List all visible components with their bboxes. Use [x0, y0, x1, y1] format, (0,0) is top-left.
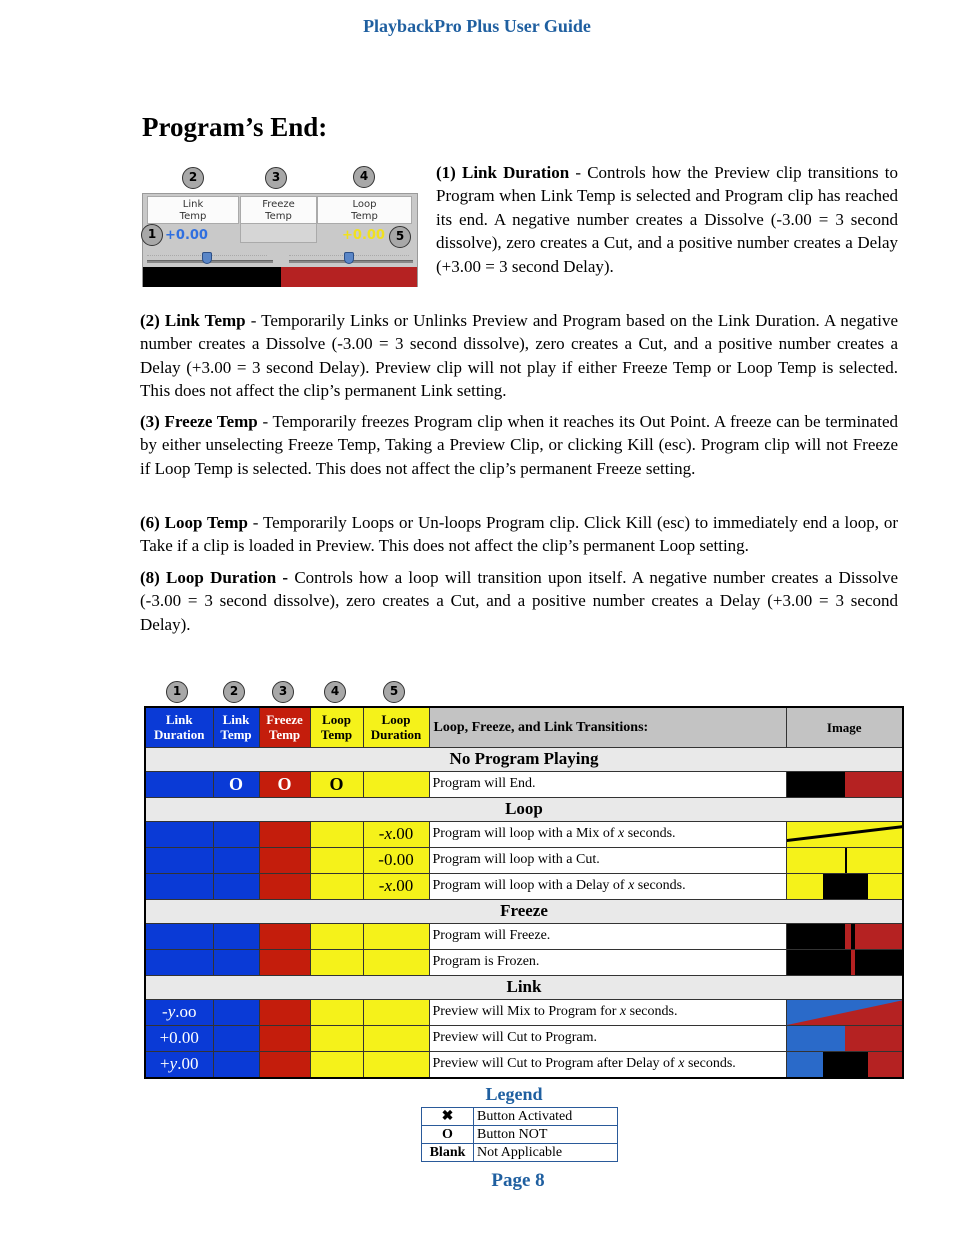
- table-row: [145, 949, 903, 975]
- image-loop-mix: [786, 821, 903, 847]
- cell-freeze-temp: O: [259, 771, 310, 797]
- transitions-table: [144, 706, 904, 1079]
- section-freeze: Freeze: [145, 899, 903, 923]
- cell-link-duration: +0.00: [145, 1025, 213, 1051]
- column-badge-4: 4: [324, 681, 346, 703]
- image-program-end: [786, 771, 903, 797]
- page-number: Page 8: [491, 1170, 545, 1191]
- cell-description: Program will loop with a Mix of x seconds.: [429, 821, 786, 847]
- column-badge-2: 2: [223, 681, 245, 703]
- cell-description: Program will End.: [429, 771, 786, 797]
- cell-description: Preview will Cut to Program after Delay of x seconds.: [429, 1051, 786, 1078]
- link-temp-button[interactable]: Link Temp: [147, 196, 239, 224]
- cell-loop-duration: [363, 771, 429, 797]
- image-link-mix: [786, 999, 903, 1025]
- cell-loop-duration: -x.00: [363, 821, 429, 847]
- header-loop-temp: Loop Temp: [310, 707, 363, 747]
- loop-duration-slider-thumb[interactable]: [344, 252, 354, 264]
- legend-label: Button Activated: [474, 1108, 618, 1126]
- section-row: [145, 975, 903, 999]
- freeze-temp-button[interactable]: Freeze Temp: [240, 196, 317, 224]
- image-link-delay: [786, 1051, 903, 1078]
- cell-link-duration: +y.00: [145, 1051, 213, 1078]
- table-column-badges: [0, 681, 954, 705]
- cell-link-temp: O: [213, 771, 259, 797]
- cell-loop-duration: -x.00: [363, 873, 429, 899]
- header-link-duration: Link Duration: [145, 707, 213, 747]
- legend-row: [422, 1126, 618, 1144]
- cell-link-duration: [145, 771, 213, 797]
- table-row: [145, 771, 903, 797]
- table-row: [145, 821, 903, 847]
- cell-link-duration: -y.oo: [145, 999, 213, 1025]
- legend-row: [422, 1108, 618, 1126]
- program-end-controls-screenshot: [142, 164, 418, 288]
- callout-badge-4: 4: [353, 166, 375, 188]
- paragraph-loop-temp: (6) Loop Temp - Temporarily Loops or Un-loops Program clip. Click Kill (esc) to immediately end a loop, or Take if a clip is loaded in Preview. This does not affect the clip’s permanent Loop setting.: [140, 513, 898, 556]
- table-row: [145, 847, 903, 873]
- table-row: [145, 923, 903, 949]
- paragraph-link-duration: (1) Link Duration - Controls how the Preview clip transitions to Program when Link Temp is selected and Program clip has reached its end. A negative number creates a Dissolve (-3.00 = 3 second dissolve), zero creates a Cut, and a positive number creates a Delay (+3.00 = 3 second Delay).: [436, 163, 898, 276]
- section-row: [145, 747, 903, 771]
- image-loop-delay: [786, 873, 903, 899]
- image-link-cut: [786, 1025, 903, 1051]
- image-loop-cut: [786, 847, 903, 873]
- paragraph-freeze-temp: (3) Freeze Temp - Temporarily freezes Program clip when it reaches its Out Point. A freeze can be terminated by either unselecting Freeze Temp, Taking a Preview Clip, or clicking Kill (esc). Program clip will not Freeze if Loop Temp is selected. This does not affect the clip’s permanent Freeze setting.: [140, 412, 898, 478]
- table-row: [145, 999, 903, 1025]
- cell-description: Program will Freeze.: [429, 923, 786, 949]
- cell-loop-temp: O: [310, 771, 363, 797]
- cell-description: Preview will Mix to Program for x seconds.: [429, 999, 786, 1025]
- legend-label: Not Applicable: [474, 1144, 618, 1162]
- callout-badge-1: 1: [141, 224, 163, 246]
- section-loop: Loop: [145, 797, 903, 821]
- column-badge-5: 5: [383, 681, 405, 703]
- callout-badge-3: 3: [265, 167, 287, 189]
- callout-badge-5: 5: [389, 226, 411, 248]
- cell-description: Program is Frozen.: [429, 949, 786, 975]
- program-bar: [281, 267, 417, 287]
- legend-symbol: O: [422, 1126, 474, 1144]
- link-duration-value[interactable]: +0.00: [165, 228, 208, 243]
- header-loop-duration: Loop Duration: [363, 707, 429, 747]
- legend-symbol: Blank: [422, 1144, 474, 1162]
- cell-description: Program will loop with a Delay of x seconds.: [429, 873, 786, 899]
- section-no-program: No Program Playing: [145, 747, 903, 771]
- image-frozen: [786, 949, 903, 975]
- column-badge-3: 3: [272, 681, 294, 703]
- legend-symbol: ✖: [422, 1108, 474, 1126]
- header-freeze-temp: Freeze Temp: [259, 707, 310, 747]
- callout-badge-2: 2: [182, 167, 204, 189]
- paragraph-link-temp: (2) Link Temp - Temporarily Links or Unlinks Preview and Program based on the Link Duration. A negative number creates a Dissolve (-3.00 = 3 second dissolve), zero creates a Cut, and a positive number creates a Delay (+3.00 = 3 second Delay). Preview clip will not play if either Freeze Temp or Loop Temp is selected. This does not affect the clip’s permanent Link setting.: [140, 311, 898, 401]
- table-row: [145, 873, 903, 899]
- cell-loop-duration: -0.00: [363, 847, 429, 873]
- legend-title: Legend: [485, 1084, 543, 1104]
- header-link-temp: Link Temp: [213, 707, 259, 747]
- header-transitions: Loop, Freeze, and Link Transitions:: [429, 707, 786, 747]
- loop-duration-value[interactable]: +0.00: [342, 228, 385, 243]
- table-header-row: [145, 707, 903, 747]
- legend-label: Button NOT: [474, 1126, 618, 1144]
- legend-table: [421, 1107, 618, 1162]
- controls-panel: [142, 193, 418, 287]
- link-duration-slider-thumb[interactable]: [202, 252, 212, 264]
- column-badge-1: 1: [166, 681, 188, 703]
- preview-bar: [143, 267, 281, 287]
- legend-row: [422, 1144, 618, 1162]
- image-freeze: [786, 923, 903, 949]
- header-image: Image: [786, 707, 903, 747]
- section-row: [145, 899, 903, 923]
- table-row: [145, 1051, 903, 1078]
- paragraph-loop-duration: (8) Loop Duration - Controls how a loop will transition upon itself. A negative number creates a Dissolve (-3.00 = 3 second dissolve), zero creates a Cut, and a positive number creates a Delay (+3.00 = 3 second Delay).: [140, 568, 898, 634]
- section-row: [145, 797, 903, 821]
- cell-description: Program will loop with a Cut.: [429, 847, 786, 873]
- table-row: [145, 1025, 903, 1051]
- document-header-title: PlaybackPro Plus User Guide: [363, 16, 591, 36]
- loop-temp-button[interactable]: Loop Temp: [317, 196, 412, 224]
- page-heading: Program’s End:: [142, 112, 328, 142]
- section-link: Link: [145, 975, 903, 999]
- cell-description: Preview will Cut to Program.: [429, 1025, 786, 1051]
